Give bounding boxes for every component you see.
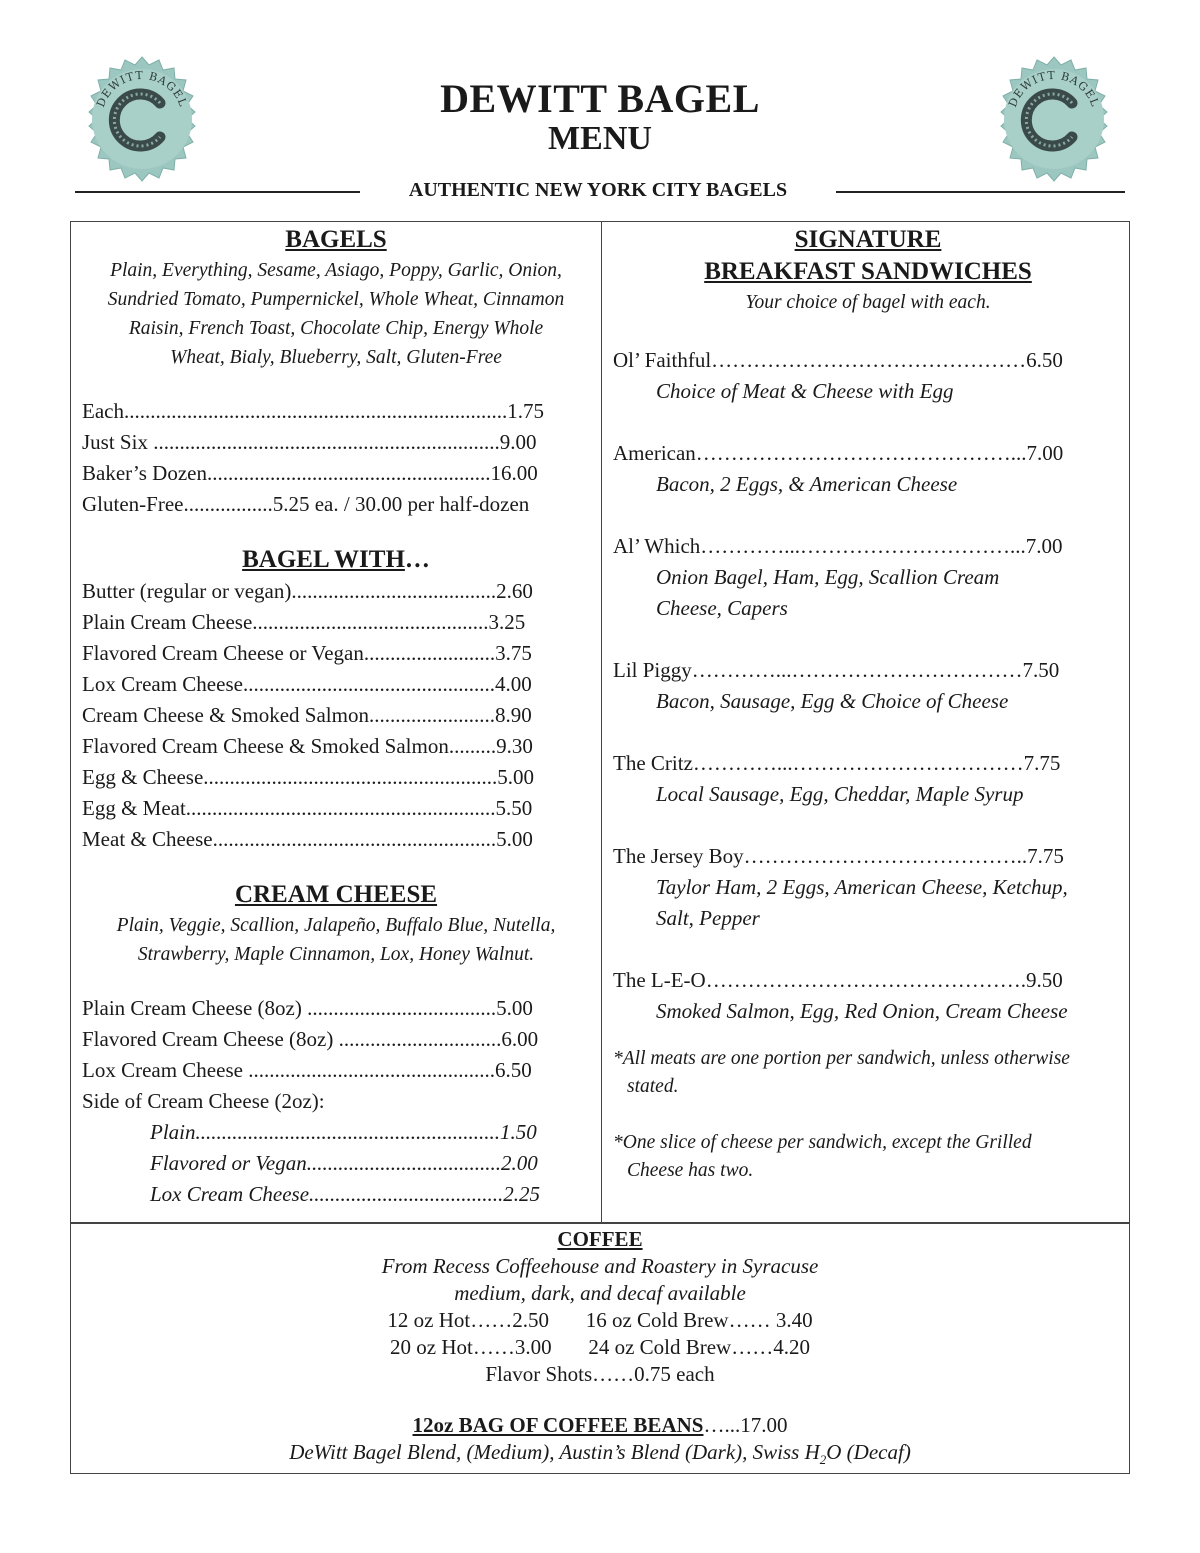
signature-subtitle: Your choice of bagel with each. bbox=[745, 292, 991, 313]
sandwich-row: The Critz…………...……………………………7.75 bbox=[613, 751, 1061, 775]
price-row: Flavored or Vegan.....................................2.00 bbox=[150, 1151, 538, 1175]
meat-portion-note bbox=[613, 1045, 1123, 1101]
bagel-with-heading-wrap bbox=[82, 544, 590, 576]
price-row: Flavored Cream Cheese (8oz) ...............................6.00 bbox=[82, 1027, 539, 1051]
price-row: Butter (regular or vegan).......................................2.60 bbox=[82, 579, 533, 603]
sandwich-desc: Salt, Pepper bbox=[656, 906, 760, 930]
sandwich-desc: Bacon, Sausage, Egg & Choice of Cheese bbox=[656, 689, 1009, 713]
bagel-varieties bbox=[82, 256, 590, 372]
tagline-row bbox=[75, 178, 1125, 208]
price-row: Lox Cream Cheese.....................................2.25 bbox=[150, 1182, 541, 1206]
blends-text: O (Decaf) bbox=[826, 1440, 911, 1464]
menu-title: DEWITT BAGEL bbox=[440, 76, 760, 121]
logo-text: DEWITT BAGEL bbox=[1006, 68, 1102, 110]
coffee-beans-price: …...17.00 bbox=[703, 1413, 788, 1437]
coffee-source: From Recess Coffeehouse and Roastery in Syracuse bbox=[381, 1254, 819, 1278]
price-row: Plain..........................................................1.50 bbox=[150, 1120, 537, 1144]
price-row: Plain Cream Cheese.............................................3.25 bbox=[82, 610, 526, 634]
tagline-rule-left bbox=[75, 191, 360, 193]
bagel-with-ellipsis: … bbox=[404, 546, 430, 573]
side-cream-cheese-label: Side of Cream Cheese (2oz): bbox=[82, 1089, 325, 1113]
price-row: Gluten-Free.................5.25 ea. / 30.00 per half-dozen bbox=[82, 492, 530, 516]
sandwich-desc: Bacon, 2 Eggs, & American Cheese bbox=[656, 472, 958, 496]
price-row: Lox Cream Cheese ...............................................6.50 bbox=[82, 1058, 532, 1082]
cream-cheese-flavors-line: Plain, Veggie, Scallion, Jalapeño, Buffalo Blue, Nutella, bbox=[116, 915, 556, 936]
column-divider bbox=[601, 221, 602, 1223]
coffee-availability: medium, dark, and decaf available bbox=[454, 1281, 746, 1305]
coffee-blends bbox=[70, 1439, 1130, 1473]
price-row: Lox Cream Cheese................................................4.00 bbox=[82, 672, 532, 696]
menu-subtitle: MENU bbox=[548, 120, 652, 157]
sandwich-row: Ol’ Faithful………………………………………6.50 bbox=[613, 348, 1063, 372]
left-column bbox=[82, 224, 590, 1210]
sandwich-row: Al’ Which…………...…………………………...7.00 bbox=[613, 534, 1063, 558]
signature-heading-line2: BREAKFAST SANDWICHES bbox=[704, 258, 1032, 285]
sandwich-desc: Choice of Meat & Cheese with Egg bbox=[656, 379, 954, 403]
bagel-varieties-line: Wheat, Bialy, Blueberry, Salt, Gluten-Free bbox=[170, 347, 502, 368]
bagel-varieties-line: Plain, Everything, Sesame, Asiago, Poppy, Garlic, Onion, bbox=[110, 260, 562, 281]
bagels-heading: BAGELS bbox=[285, 226, 387, 253]
coffee-section bbox=[70, 1226, 1130, 1473]
sandwich-desc: Cheese, Capers bbox=[656, 596, 788, 620]
coffee-beans-label: 12oz BAG OF COFFEE BEANS bbox=[412, 1413, 704, 1437]
blends-subscript: 2 bbox=[819, 1452, 827, 1468]
cream-cheese-heading: CREAM CHEESE bbox=[234, 881, 438, 908]
bagel-with-heading: BAGEL WITH bbox=[242, 546, 405, 573]
coffee-price-row: 12 oz Hot……2.50 16 oz Cold Brew…… 3.40 bbox=[387, 1308, 813, 1332]
note-line: *All meats are one portion per sandwich, unless otherwise bbox=[613, 1048, 1070, 1069]
sandwich-row: The L-E-O……………………………………….9.50 bbox=[613, 968, 1063, 992]
coffee-beans-row bbox=[70, 1412, 1130, 1439]
cheese-slice-note bbox=[613, 1129, 1123, 1185]
blends-text: DeWitt Bagel Blend, (Medium), Austin’s Blend (Dark), Swiss H bbox=[289, 1440, 820, 1464]
sandwich-row: American………………………………………...7.00 bbox=[613, 441, 1064, 465]
tagline-rule-right bbox=[836, 191, 1125, 193]
price-row: Meat & Cheese......................................................5.00 bbox=[82, 827, 533, 851]
price-row: Cream Cheese & Smoked Salmon........................8.90 bbox=[82, 703, 532, 727]
note-line: *One slice of cheese per sandwich, except the Grilled bbox=[613, 1132, 1032, 1153]
flavor-shots: Flavor Shots……0.75 each bbox=[485, 1362, 715, 1386]
price-row: Egg & Meat...........................................................5.50 bbox=[82, 796, 533, 820]
coffee-heading: COFFEE bbox=[557, 1227, 643, 1251]
cream-cheese-flavors bbox=[82, 911, 590, 969]
tagline: AUTHENTIC NEW YORK CITY BAGELS bbox=[408, 179, 788, 201]
price-row: Egg & Cheese........................................................5.00 bbox=[82, 765, 535, 789]
sandwich-row: Lil Piggy…………...……………………………7.50 bbox=[613, 658, 1060, 682]
sandwich-desc: Taylor Ham, 2 Eggs, American Cheese, Ketchup, bbox=[656, 875, 1068, 899]
price-row: Baker’s Dozen......................................................16.00 bbox=[82, 461, 538, 485]
sandwich-desc: Local Sausage, Egg, Cheddar, Maple Syrup bbox=[656, 782, 1024, 806]
price-row: Plain Cream Cheese (8oz) ....................................5.00 bbox=[82, 996, 533, 1020]
bagel-varieties-line: Sundried Tomato, Pumpernickel, Whole Wheat, Cinnamon bbox=[107, 289, 565, 310]
sandwich-desc: Onion Bagel, Ham, Egg, Scallion Cream bbox=[656, 565, 1000, 589]
note-line: Cheese has two. bbox=[627, 1160, 754, 1181]
sandwich-desc: Smoked Salmon, Egg, Red Onion, Cream Cheese bbox=[656, 999, 1068, 1023]
note-line: stated. bbox=[627, 1076, 679, 1097]
price-row: Flavored Cream Cheese or Vegan.........................3.75 bbox=[82, 641, 532, 665]
cream-cheese-flavors-line: Strawberry, Maple Cinnamon, Lox, Honey Walnut. bbox=[137, 944, 535, 965]
price-row: Each.........................................................................1.75 bbox=[82, 399, 544, 423]
bagel-varieties-line: Raisin, French Toast, Chocolate Chip, Energy Whole bbox=[128, 318, 544, 339]
signature-heading-line1: SIGNATURE bbox=[794, 226, 942, 253]
price-row: Flavored Cream Cheese & Smoked Salmon.........9.30 bbox=[82, 734, 533, 758]
sandwich-row: The Jersey Boy…………………………………..7.75 bbox=[613, 844, 1064, 868]
logo-text: DEWITT BAGEL bbox=[94, 68, 190, 110]
right-column bbox=[613, 224, 1123, 1185]
price-row: Just Six ..................................................................9.00 bbox=[82, 430, 537, 454]
coffee-price-row: 20 oz Hot……3.00 24 oz Cold Brew……4.20 bbox=[390, 1335, 810, 1359]
